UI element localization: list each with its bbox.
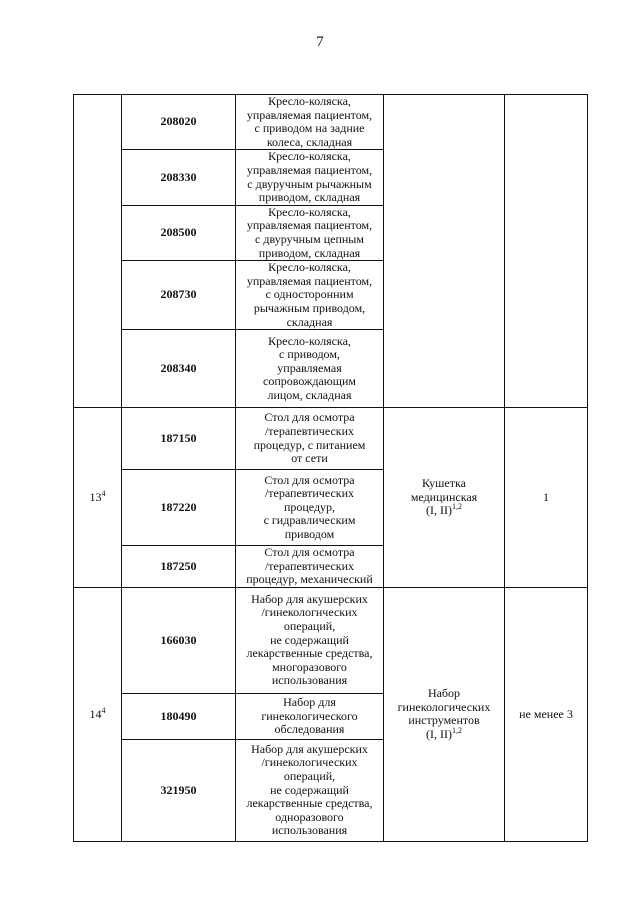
text-line: с гидравлическим: [263, 513, 356, 528]
text-line: процедур,: [283, 499, 336, 514]
item-name: [236, 150, 384, 205]
text-line: не содержащий: [270, 632, 349, 647]
item-name: [236, 95, 384, 150]
group-name: [384, 95, 505, 408]
text-line: управляемая пациентом,: [246, 162, 373, 177]
text-line: от сети: [291, 451, 328, 466]
text-line: /гинекологических: [261, 605, 358, 620]
text-line: приводом, складная: [258, 245, 361, 260]
text-line: Набор для акушерских: [251, 741, 368, 756]
text-line: инструментов: [408, 713, 480, 728]
text-line: колеса, складная: [266, 134, 353, 149]
item-name: [236, 470, 384, 546]
section-number: [74, 408, 122, 588]
text-line: Кушетка: [422, 476, 466, 491]
item-code: 187250: [122, 546, 236, 588]
text-line: с двуручным рычажным: [247, 176, 372, 191]
text-line: с односторонним: [265, 287, 354, 302]
text-line: операций,: [283, 768, 336, 783]
text-line: /терапевтических: [264, 424, 355, 438]
section-number: [74, 587, 122, 841]
item-name: [236, 205, 384, 260]
item-name: [236, 693, 384, 739]
section-number: [74, 95, 122, 408]
text-line: рычажным приводом,: [253, 300, 366, 315]
item-name: [236, 261, 384, 330]
footnote-marker: 4: [101, 705, 106, 715]
footnote-marker: 1,2: [451, 725, 462, 735]
item-name: [236, 330, 384, 408]
text-line: не содержащий: [270, 782, 349, 797]
text-line: одноразового: [275, 809, 344, 824]
text-line: Набор для: [283, 694, 336, 709]
text-line: гинекологического: [261, 708, 358, 723]
text-line: /терапевтических: [264, 558, 355, 573]
item-code: 208330: [122, 150, 236, 205]
text-line: управляемая пациентом,: [246, 107, 373, 122]
text-line: приводом: [284, 526, 335, 541]
quantity: не менее 3: [505, 587, 588, 841]
item-code: 208730: [122, 261, 236, 330]
text-line: /гинекологических: [261, 755, 358, 770]
item-code: 187220: [122, 470, 236, 546]
item-name: [236, 546, 384, 588]
text-line: складная: [286, 314, 333, 329]
text-line: (I, II): [426, 726, 452, 741]
text-line: Кресло-коляска,: [268, 149, 351, 164]
text-line: управляемая пациентом,: [246, 218, 373, 233]
table-row: [74, 408, 588, 470]
text-line: с приводом,: [279, 347, 340, 362]
text-line: Стол для осмотра: [264, 545, 355, 560]
footnote-marker: 4: [101, 488, 106, 498]
text-line: Набор для акушерских: [251, 591, 368, 606]
text-line: гинекологических: [397, 699, 491, 714]
item-code: 208020: [122, 95, 236, 150]
text-line: Стол для осмотра: [264, 410, 355, 425]
table-row: [74, 95, 588, 150]
footnote-marker: 1,2: [451, 502, 462, 512]
item-name: [236, 408, 384, 470]
item-code: 321950: [122, 739, 236, 841]
item-code: 208500: [122, 205, 236, 260]
text-line: Кресло-коляска,: [268, 260, 351, 275]
text-line: лекарственные средства,: [246, 646, 373, 661]
item-name: [236, 587, 384, 693]
text-line: Кресло-коляска,: [268, 204, 351, 219]
text-line: сопровождающим: [263, 374, 356, 389]
quantity: 1: [505, 408, 588, 588]
text-line: обследования: [274, 722, 345, 737]
table-row: [74, 587, 588, 693]
group-name: [384, 408, 505, 588]
text-line: процедур, с питанием: [253, 437, 366, 452]
text-line: использования: [271, 673, 348, 688]
text-line: управляемая: [277, 360, 342, 375]
text-line: медицинская: [410, 489, 478, 504]
item-code: 187150: [122, 408, 236, 470]
item-name: [236, 739, 384, 841]
group-name: [384, 587, 505, 841]
item-code: 180490: [122, 693, 236, 739]
section-number-text: 13: [89, 489, 102, 504]
text-line: лекарственные средства,: [246, 796, 373, 811]
item-code: 208340: [122, 330, 236, 408]
equipment-table: [73, 94, 588, 842]
section-number-text: 14: [89, 706, 102, 721]
item-code: 166030: [122, 587, 236, 693]
text-line: приводом, складная: [258, 190, 361, 205]
text-line: Стол для осмотра: [264, 472, 355, 487]
text-line: Кресло-коляска,: [268, 94, 351, 108]
text-line: управляемая пациентом,: [246, 273, 373, 288]
text-line: (I, II): [426, 503, 452, 518]
text-line: операций,: [283, 618, 336, 633]
text-line: с двуручным цепным: [255, 231, 364, 246]
text-line: использования: [271, 823, 348, 838]
text-line: с приводом на задние: [254, 121, 365, 136]
quantity: [505, 95, 588, 408]
text-line: процедур, механический: [246, 572, 373, 587]
text-line: Набор: [427, 686, 461, 701]
page-number: 7: [316, 34, 324, 50]
text-line: /терапевтических: [264, 486, 355, 501]
text-line: многоразового: [272, 659, 347, 674]
text-line: Кресло-коляска,: [268, 333, 351, 348]
text-line: лицом, складная: [267, 387, 352, 402]
